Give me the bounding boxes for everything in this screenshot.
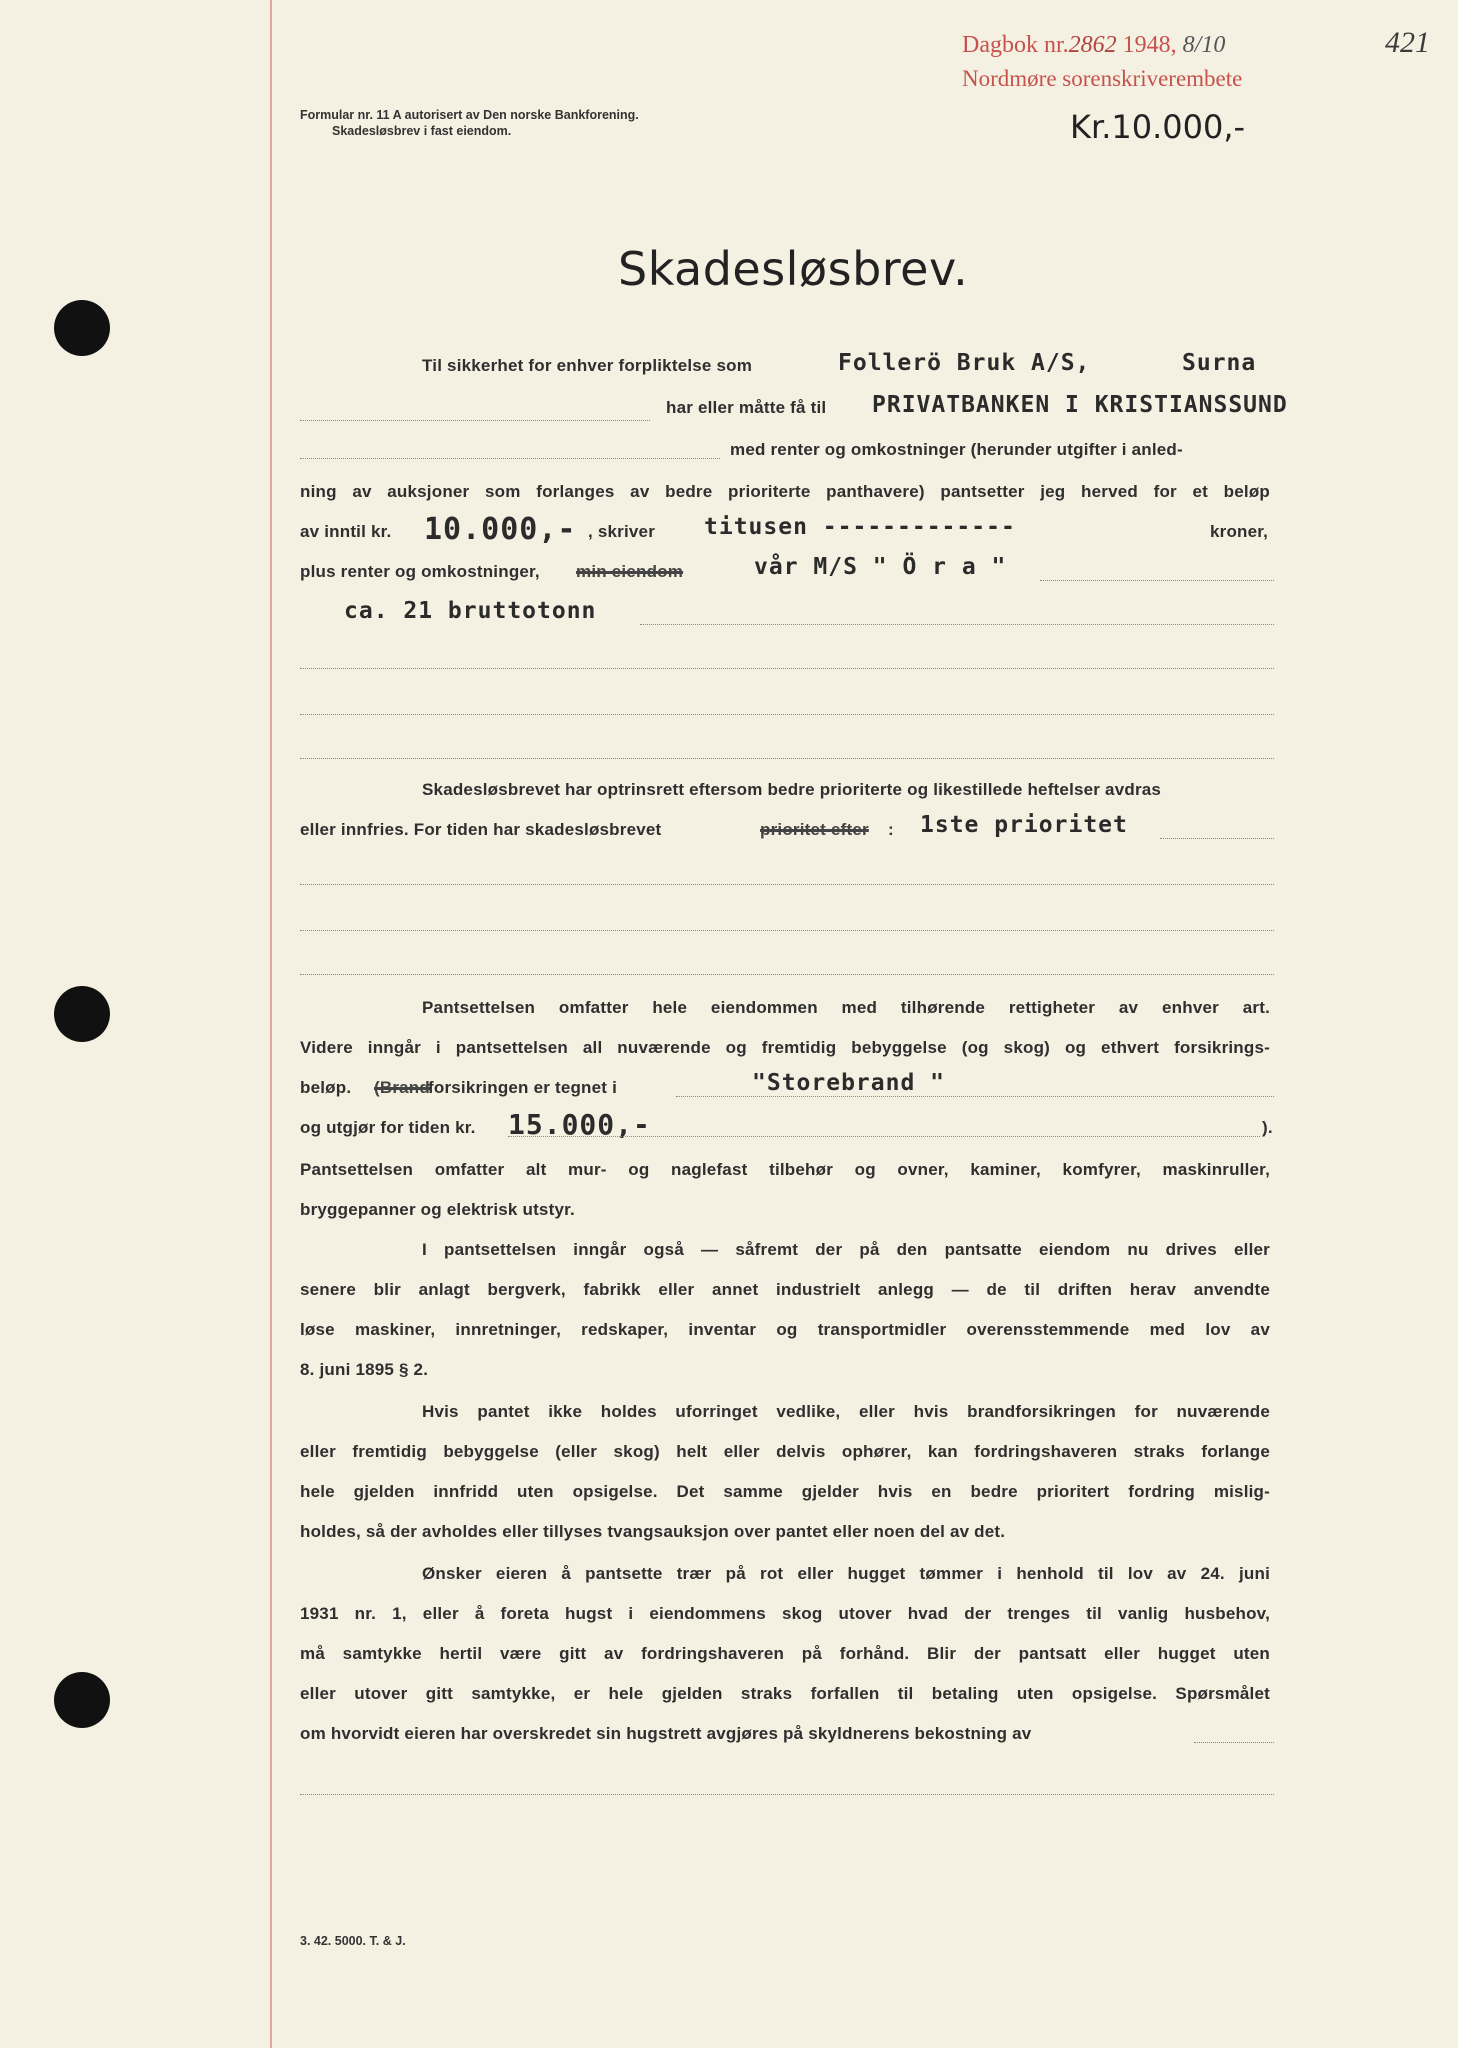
insurer-name: "Storebrand " bbox=[752, 1070, 946, 1096]
text-line: Hvis pantet ikke holdes uforringet vedlike, eller hvis brandforsikringen for nuværende bbox=[422, 1402, 1270, 1421]
dotted-rule bbox=[300, 668, 1274, 669]
dotted-rule bbox=[1160, 838, 1274, 839]
stamp-number: 2862 bbox=[1068, 32, 1117, 58]
text-line: Pantsettelsen omfatter alt mur- og naglefast tilbehør og ovner, kaminer, komfyrer, maskinruller, bbox=[300, 1160, 1270, 1179]
text-line: eller fremtidig bebyggelse (eller skog) helt eller delvis ophører, kan fordringshaveren straks forlange bbox=[300, 1442, 1270, 1461]
debtor-place: Surna bbox=[1182, 350, 1257, 376]
text-line: og utgjør for tiden kr. bbox=[300, 1118, 476, 1137]
text-line: kroner, bbox=[1210, 522, 1269, 541]
pledge-amount: 10.000,- bbox=[424, 512, 577, 547]
text-line: med renter og omkostninger (herunder utgifter i anled- bbox=[730, 440, 1183, 459]
text-line: beløp. bbox=[300, 1078, 352, 1097]
text-line: : bbox=[888, 820, 894, 839]
text-line: av inntil kr. bbox=[300, 522, 392, 541]
text-line: Til sikkerhet for enhver forpliktelse som bbox=[422, 356, 753, 375]
punch-hole bbox=[54, 1672, 110, 1728]
form-type: Skadesløsbrev i fast eiendom. bbox=[332, 124, 512, 138]
insured-amount: 15.000,- bbox=[508, 1108, 651, 1141]
text-line: plus renter og omkostninger, bbox=[300, 562, 540, 581]
text-line: ning av auksjoner som forlanges av bedre prioriterte panthavere) pantsetter jeg herved for et beløp bbox=[300, 482, 1270, 501]
stamp-year: 1948, bbox=[1122, 32, 1177, 58]
text-line: bryggepanner og elektrisk utstyr. bbox=[300, 1200, 575, 1219]
stamp-label: Dagbok nr. bbox=[962, 32, 1069, 58]
debtor-name: Follerö Bruk A/S, bbox=[838, 350, 1091, 376]
dotted-rule bbox=[300, 714, 1274, 715]
dotted-rule bbox=[508, 1136, 1260, 1137]
dotted-rule bbox=[300, 458, 720, 459]
punch-hole bbox=[54, 986, 110, 1042]
dotted-rule bbox=[300, 930, 1274, 931]
document-title: Skadesløsbrev. bbox=[618, 242, 969, 296]
creditor-name: PRIVATBANKEN I KRISTIANSSUND bbox=[872, 392, 1288, 418]
text-line: har eller måtte få til bbox=[666, 398, 827, 417]
form-notice: Formular nr. 11 A autorisert av Den norske Bankforening. bbox=[300, 108, 639, 122]
folio-number: 421 bbox=[1385, 26, 1430, 59]
text-line: , skriver bbox=[588, 522, 656, 541]
dotted-rule bbox=[676, 1096, 1274, 1097]
text-line: Videre inngår i pantsettelsen all nuværende og fremtidig bebyggelse (og skog) og ethvert forsikrings- bbox=[300, 1038, 1270, 1057]
text-line: eller utover gitt samtykke, er hele gjelden straks forfallen til betaling uten opsigelse. Spørsmålet bbox=[300, 1684, 1270, 1703]
text-line: holdes, så der avholdes eller tillyses tvangsauksjon over pantet eller noen del av det. bbox=[300, 1522, 1006, 1541]
dotted-rule bbox=[1040, 580, 1274, 581]
text-line: Pantsettelsen omfatter hele eiendommen med tilhørende rettigheter av enhver art. bbox=[422, 998, 1270, 1017]
dotted-rule bbox=[640, 624, 1274, 625]
text-line: Ønsker eieren å pantsette trær på rot eller hugget tømmer i henhold til lov av 24. juni bbox=[422, 1564, 1270, 1583]
punch-hole bbox=[54, 300, 110, 356]
text-line: eller innfries. For tiden har skadesløsbrevet bbox=[300, 820, 662, 839]
text-line: 1931 nr. 1, eller å foreta hugst i eiendommens skog utover hvad der trenges til vanlig husbehov, bbox=[300, 1604, 1270, 1623]
stamp-office: Nordmøre sorenskriverembete bbox=[962, 66, 1243, 91]
text-line: 8. juni 1895 § 2. bbox=[300, 1360, 429, 1379]
struck-text: min eiendom bbox=[576, 562, 684, 581]
dotted-rule bbox=[300, 884, 1274, 885]
amount-in-words: titusen ------------- bbox=[704, 514, 1016, 540]
struck-text: prioritet efter bbox=[760, 820, 869, 839]
priority-value: 1ste prioritet bbox=[920, 812, 1128, 838]
dotted-rule bbox=[300, 1794, 1274, 1795]
text-line: forsikringen er tegnet i bbox=[428, 1078, 618, 1097]
amount-heading: Kr.10.000,- bbox=[1070, 108, 1246, 146]
text-line: om hvorvidt eieren har overskredet sin hugstrett avgjøres på skyldnerens bekostning av bbox=[300, 1724, 1032, 1743]
dotted-rule bbox=[300, 758, 1274, 759]
text-line: Skadesløsbrevet har optrinsrett eftersom bedre prioriterte og likestillede heftelser avdras bbox=[422, 780, 1162, 799]
text-line: må samtykke hertil være gitt av fordringshaveren på forhånd. Blir der pantsatt eller hugget uten bbox=[300, 1644, 1270, 1663]
text-line: hele gjelden innfridd uten opsigelse. Det samme gjelder hvis en bedre prioritert fordring mislig- bbox=[300, 1482, 1270, 1501]
dotted-rule bbox=[300, 974, 1274, 975]
registry-stamp bbox=[962, 32, 1225, 59]
dotted-rule bbox=[300, 420, 650, 421]
struck-text: (Brand bbox=[374, 1078, 430, 1097]
text-line: senere blir anlagt bergverk, fabrikk eller annet industrielt anlegg — de til driften herav anvendte bbox=[300, 1280, 1270, 1299]
margin-rule bbox=[270, 0, 272, 2048]
text-line: løse maskiner, innretninger, redskaper, inventar og transportmidler overensstemmende med lov av bbox=[300, 1320, 1270, 1339]
text-line: I pantsettelsen inngår også — såfremt der på den pantsatte eiendom nu drives eller bbox=[422, 1240, 1270, 1259]
text-line: ). bbox=[1262, 1118, 1273, 1137]
print-code: 3. 42. 5000. T. & J. bbox=[300, 1934, 406, 1948]
stamp-date: 8/10 bbox=[1182, 32, 1226, 58]
dotted-rule bbox=[1194, 1742, 1274, 1743]
property-tonnage: ca. 21 bruttotonn bbox=[344, 598, 597, 624]
property-description: vår M/S " Ö r a " bbox=[754, 554, 1007, 580]
